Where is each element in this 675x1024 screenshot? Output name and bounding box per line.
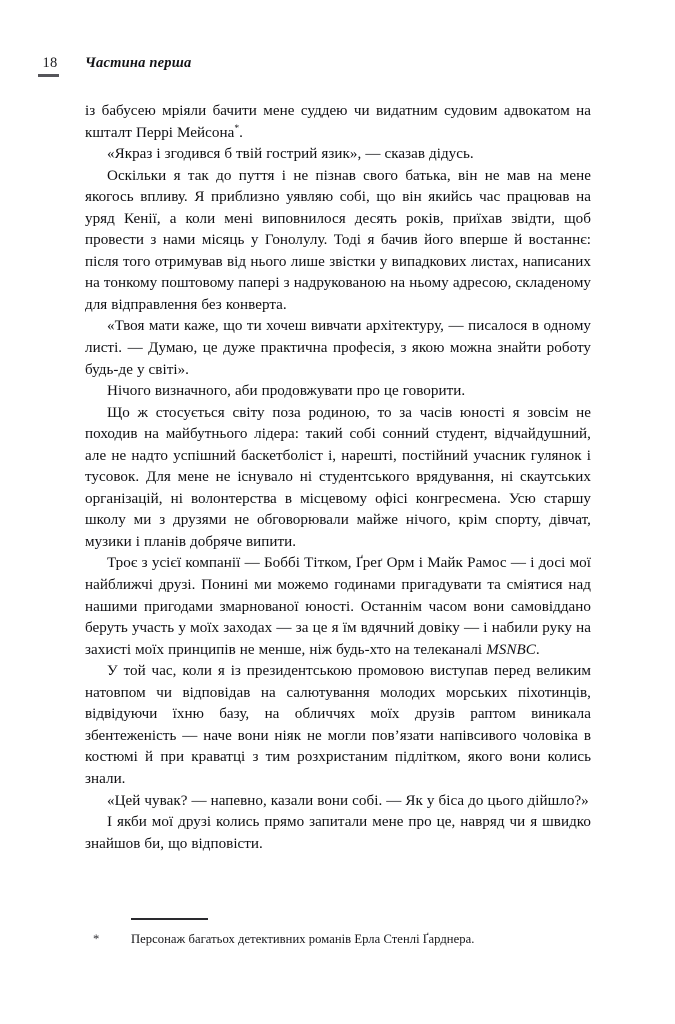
text-run: Нічого визначного, аби продовжувати про це говорити.: [107, 383, 466, 400]
running-head: [0, 55, 675, 85]
paragraph: [85, 661, 591, 790]
text-run: «Якраз і згодився б твій гострий язик», — сказав дідусь.: [107, 146, 474, 163]
italic-run: MSNBC: [486, 641, 536, 658]
paragraph: [85, 553, 591, 661]
text-run: із бабусею мріяли бачити мене суддею чи видатним судовим адвокатом на кшталт Перрі Мейсона: [85, 103, 591, 141]
paragraph: [85, 166, 591, 317]
footnote-separator-rule: [131, 918, 208, 920]
running-head-title: Частина перша: [85, 55, 192, 71]
footnote-text: Персонаж багатьох детективних романів Ерла Стенлі Ґарднера.: [131, 931, 475, 946]
page-number: 18: [42, 55, 58, 71]
footnote-block: [85, 918, 591, 948]
text-run: Оскільки я так до пуття і не пізнав свого батька, він не мав на мене якогось впливу. Я приблизно уявляю собі, що він якийсь час працював на уряд Кенії, а коли мені виповнилося десять років, приїхав звідти, щоб провести з нами місяць у Гонолулу. Тоді я бачив його вперше й востаннє: після того отримував від нього лише звістки у випадкових листах, написаних на тонкому поштовому папері з надрукованою на ньому адресою, складеному для відправлення без конверта.: [85, 167, 591, 313]
text-run: І якби мої друзі колись прямо запитали мене про це, навряд чи я швидко знайшов би, що відповісти.: [85, 814, 591, 852]
text-run: У той час, коли я із президентською промовою виступав перед великим натовпом чи відповідав на салютування молодих морських піхотинців, відвідуючи їхню базу, на обличчях моїх друзів раптом виникала збентеженість — наче вони ніяк не могли пов’язати напівсивого чоловіка в костюмі й при краватці з тим розхристаним підлітком, якого вони колись знали.: [85, 663, 591, 787]
text-run: .: [239, 124, 243, 141]
text-run: «Твоя мати каже, що ти хочеш вивчати архітектуру, — писалося в одному листі. — Думаю, це дуже практична професія, з якою можна знайти роботу будь-де у світі».: [85, 318, 591, 378]
paragraph: [85, 144, 591, 166]
text-run: .: [535, 641, 540, 658]
paragraph: [85, 791, 591, 813]
paragraph: [85, 812, 591, 855]
text-run: Що ж стосується світу поза родиною, то за часів юності я зовсім не походив на майбутнього лідера: такий собі сонний студент, відчайдушний, але не надто успішний баскетболіст і, нарешті, постійний учасник гулянок і тусовок. Для мене не існувало ні студентського врядування, ні скаутських організацій, ні волонтерства в місцевому офісі конгресмена. Усю старшу школу ми з друзями не обговорювали майже нічого, крім спорту, дівчат, музики і планів добряче випити.: [85, 404, 591, 550]
paragraph: [85, 381, 591, 403]
paragraph: [85, 101, 591, 144]
text-run: «Цей чувак? — напевно, казали вони собі. — Як у біса до цього дійшло?»: [107, 792, 589, 809]
text-run: Троє з усієї компанії — Боббі Тітком, Ґреґ Орм і Майк Рамос — і досі мої найближчі друзі. Понині ми можемо годинами пригадувати та сміятися над нашими пригодами змарнованої юності. Останнім часом вони самовіддано беруть участь у моїх заходах — за це я їм вдячний довіку — і набили руку на захисті моїх принципів не менше, ніж будь-хто на телеканалі: [85, 555, 591, 658]
footnote-marker: *: [93, 931, 100, 946]
paragraph: [85, 316, 591, 381]
page-number-rule: [38, 74, 59, 77]
footnote-entry: [85, 931, 591, 948]
paragraph: [85, 403, 591, 554]
body-text-column: [85, 101, 591, 855]
footnote-reference-mark[interactable]: *: [234, 123, 240, 134]
